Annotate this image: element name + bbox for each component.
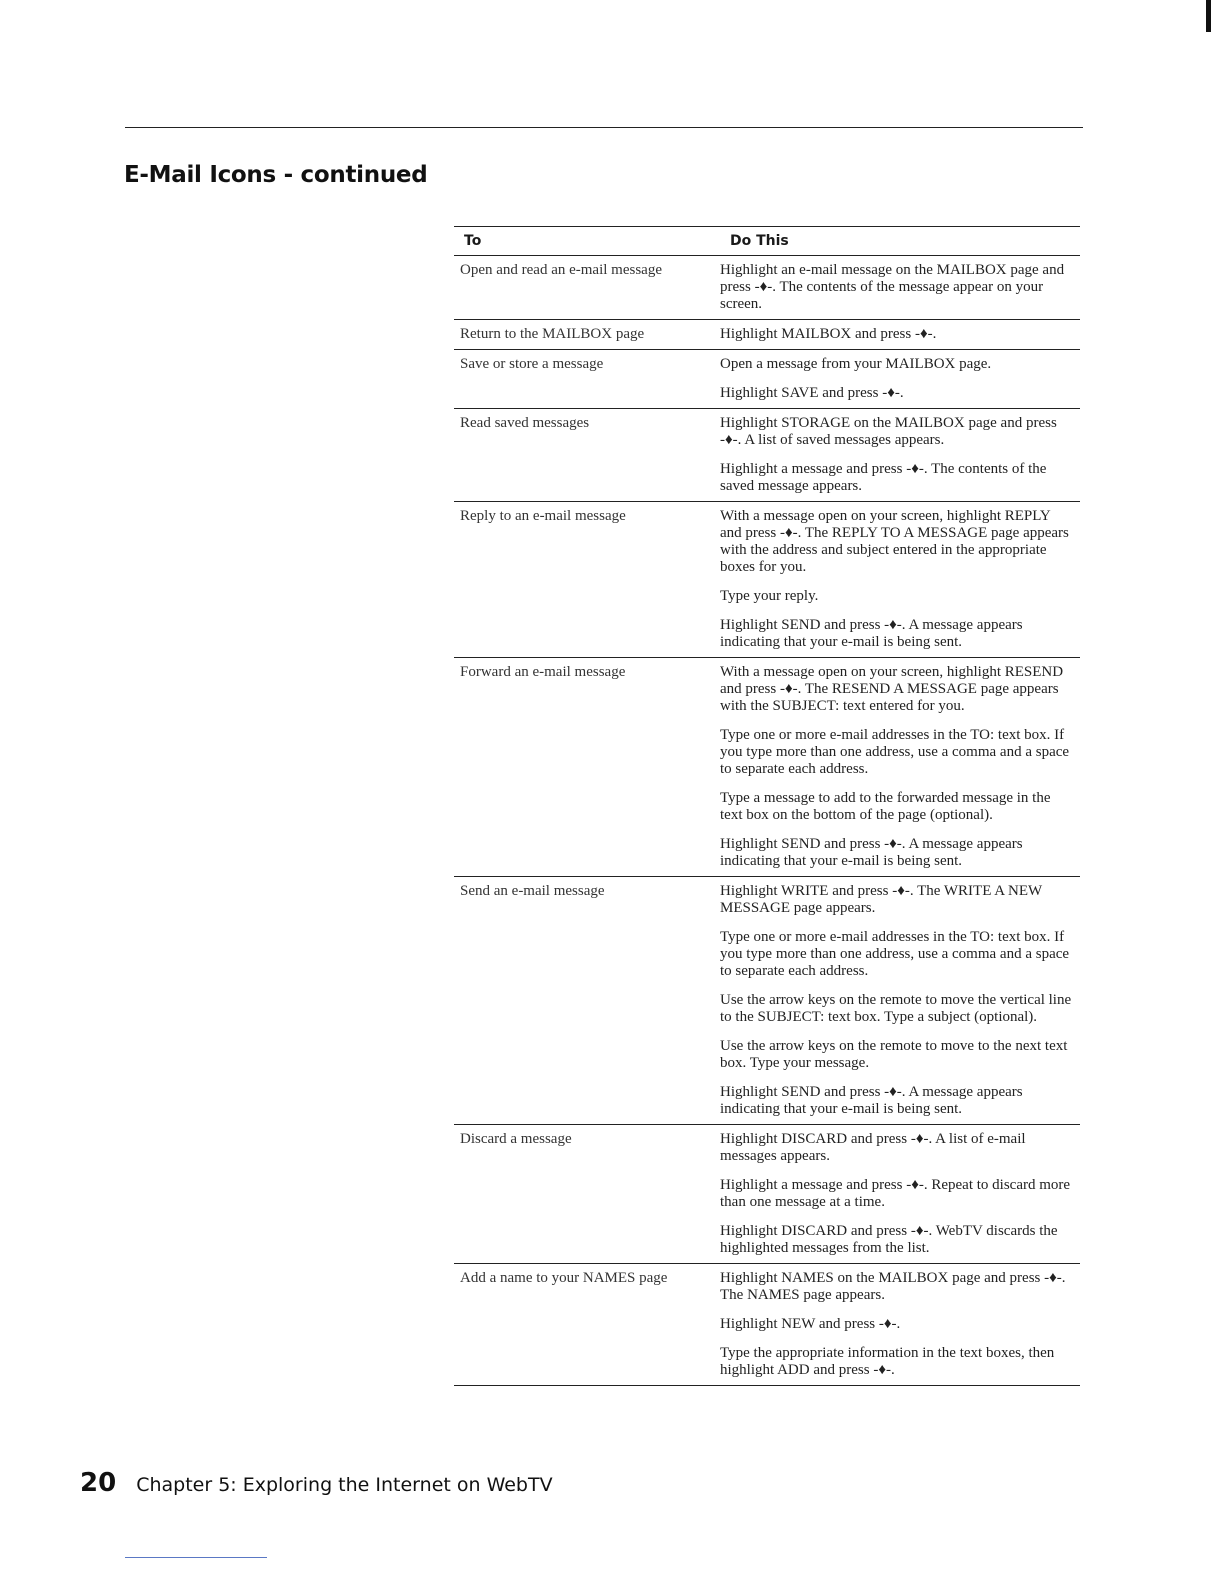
- step-text: Highlight MAILBOX and press -♦-.: [720, 326, 937, 342]
- chapter-title: Chapter 5: Exploring the Internet on WebTV: [136, 1474, 553, 1496]
- step-text: With a message open on your screen, highlight RESEND and press -♦-. The RESEND A MESSAGE page appears with the SUBJECT: text entered for you.: [720, 664, 1064, 714]
- steps-cell: [720, 262, 1080, 315]
- step-text: With a message open on your screen, highlight REPLY and press -♦-. The REPLY TO A MESSAGE page appears with the address and subject entered in the appropriate boxes for you.: [720, 508, 1069, 575]
- steps-cell: [720, 415, 1080, 497]
- scan-edge-mark: [1206, 0, 1211, 32]
- step-text: Highlight SEND and press -♦-. A message appears indicating that your e-mail is being sent.: [720, 836, 1023, 869]
- steps-cell: [720, 1131, 1080, 1259]
- step-text: Highlight NAMES on the MAILBOX page and press -♦-. The NAMES page appears.: [720, 1270, 1066, 1303]
- step-text: Highlight a message and press -♦-. Repeat to discard more than one message at a time.: [720, 1177, 1071, 1210]
- step-text: Highlight WRITE and press -♦-. The WRITE A NEW MESSAGE page appears.: [720, 883, 1042, 916]
- task-cell: Send an e-mail message: [460, 883, 605, 899]
- steps-cell: [720, 1270, 1080, 1381]
- step-text: Type the appropriate information in the text boxes, then highlight ADD and press -♦-.: [720, 1345, 1055, 1378]
- step-text: Highlight DISCARD and press -♦-. WebTV discards the highlighted messages from the list.: [720, 1223, 1058, 1256]
- step-text: Type your reply.: [720, 588, 819, 604]
- step-text: Use the arrow keys on the remote to move to the next text box. Type your message.: [720, 1038, 1068, 1071]
- task-cell: Open and read an e-mail message: [460, 262, 662, 278]
- table-row: [454, 320, 1080, 350]
- task-cell: Discard a message: [460, 1131, 572, 1147]
- steps-cell: [720, 508, 1080, 653]
- column-header-to: To: [464, 233, 482, 249]
- step-text: Highlight STORAGE on the MAILBOX page and press -♦-. A list of saved messages appears.: [720, 415, 1057, 448]
- steps-cell: [720, 883, 1080, 1120]
- task-cell: Forward an e-mail message: [460, 664, 626, 680]
- steps-cell: [720, 326, 1080, 345]
- section-title: E-Mail Icons - continued: [124, 162, 428, 188]
- table-row: [454, 1125, 1080, 1264]
- step-text: Use the arrow keys on the remote to move the vertical line to the SUBJECT: text box. Type a subject (optional).: [720, 992, 1072, 1025]
- table-body: [454, 256, 1080, 1386]
- table-row: [454, 409, 1080, 502]
- top-rule: [125, 127, 1083, 128]
- table-row: [454, 1264, 1080, 1386]
- step-text: Highlight SEND and press -♦-. A message appears indicating that your e-mail is being sent.: [720, 1084, 1023, 1117]
- page-footer: [80, 1468, 553, 1498]
- email-icons-table: [454, 226, 1080, 1386]
- table-row: [454, 502, 1080, 658]
- step-text: Type one or more e-mail addresses in the TO: text box. If you type more than one address, use a comma and a space to separate each address.: [720, 727, 1070, 777]
- step-text: Highlight DISCARD and press -♦-. A list of e-mail messages appears.: [720, 1131, 1026, 1164]
- step-text: Highlight an e-mail message on the MAILBOX page and press -♦-. The contents of the message appear on your screen.: [720, 262, 1065, 312]
- column-header-do-this: Do This: [730, 233, 789, 249]
- step-text: Highlight NEW and press -♦-.: [720, 1316, 901, 1332]
- table-row: [454, 658, 1080, 877]
- step-text: Open a message from your MAILBOX page.: [720, 356, 992, 372]
- step-text: Type a message to add to the forwarded message in the text box on the bottom of the page (optional).: [720, 790, 1051, 823]
- table-row: [454, 256, 1080, 320]
- steps-cell: [720, 356, 1080, 404]
- step-text: Highlight SAVE and press -♦-.: [720, 385, 904, 401]
- task-cell: Reply to an e-mail message: [460, 508, 626, 524]
- page-number: 20: [80, 1468, 117, 1498]
- steps-cell: [720, 664, 1080, 872]
- step-text: Type one or more e-mail addresses in the TO: text box. If you type more than one address, use a comma and a space to separate each address.: [720, 929, 1070, 979]
- step-text: Highlight SEND and press -♦-. A message appears indicating that your e-mail is being sent.: [720, 617, 1023, 650]
- table-row: [454, 877, 1080, 1125]
- task-cell: Add a name to your NAMES page: [460, 1270, 668, 1286]
- bottom-rule: [125, 1557, 267, 1558]
- task-cell: Save or store a message: [460, 356, 604, 372]
- task-cell: Return to the MAILBOX page: [460, 326, 645, 342]
- step-text: Highlight a message and press -♦-. The contents of the saved message appears.: [720, 461, 1047, 494]
- task-cell: Read saved messages: [460, 415, 590, 431]
- table-header-row: [454, 226, 1080, 256]
- table-row: [454, 350, 1080, 409]
